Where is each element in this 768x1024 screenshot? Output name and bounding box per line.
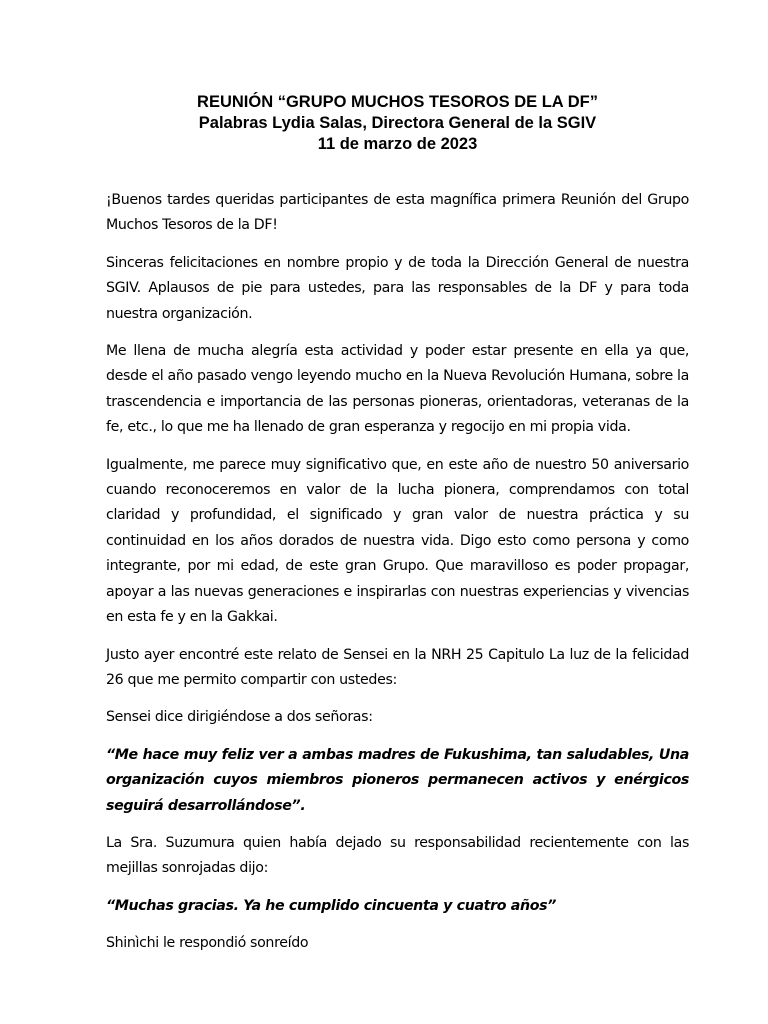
paragraph-significance: Igualmente, me parece muy significativo que, en este año de nuestro 50 aniversario cuando reconoceremos en valor de la lucha pionera, comprendamos con total claridad y profundidad, el significado y gran valor de nuestra práctica y su continuidad en los años dorados de nuestra vida. Digo esto como persona y como integrante, por mi edad, de este gran Grupo. Que maravilloso es poder propagar, apoyar a las nuevas generaciones e inspirarlas con nuestras experiencias y vivencias en esta fe y en la Gakkai. <box>106 456 689 626</box>
quote-sensei: “Me hace muy feliz ver a ambas madres de Fukushima, tan saludables, Una organización cuyos miembros pioneros permanecen activos y enérgicos seguirá desarrollándose”. <box>106 746 689 814</box>
paragraph-sensei-says: Sensei dice dirigiéndose a dos señoras: <box>106 709 373 726</box>
document-date: 11 de marzo de 2023 <box>317 135 478 153</box>
paragraph-shinichi: Shinìchi le respondió sonreído <box>106 935 309 952</box>
document-body <box>106 188 689 957</box>
paragraph-story-intro: Justo ayer encontré este relato de Sensei en la NRH 25 Capitulo La luz de la felicidad 26 que me permito compartir con ustedes: <box>106 646 689 688</box>
document-page <box>106 92 689 969</box>
document-title: REUNIÓN “GRUPO MUCHOS TESOROS DE LA DF” <box>197 93 598 111</box>
paragraph-suzumura: La Sra. Suzumura quien había dejado su responsabilidad recientemente con las mejillas sonrojadas dijo: <box>106 834 689 877</box>
paragraph-greeting: ¡Buenos tardes queridas participantes de esta magnífica primera Reunión del Grupo Muchos Tesoros de la DF! <box>106 192 689 234</box>
quote-suzumura: “Muchas gracias. Ya he cumplido cincuenta y cuatro años” <box>106 897 556 914</box>
paragraph-joy: Me llena de mucha alegría esta actividad y poder estar presente en ella ya que, desde el año pasado vengo leyendo mucho en la Nueva Revolución Humana, sobre la trascendencia e importancia de las personas pioneras, orientadoras, veteranas de la fe, etc., lo que me ha llenado de gran esperanza y regocijo en mi propia vida. <box>106 343 689 436</box>
document-subtitle: Palabras Lydia Salas, Directora General de la SGIV <box>198 114 597 132</box>
document-header <box>106 92 689 155</box>
paragraph-congratulations: Sinceras felicitaciones en nombre propio y de toda la Dirección General de nuestra SGIV. Aplausos de pie para ustedes, para las responsables de la DF y para toda nuestra organización. <box>106 254 689 322</box>
